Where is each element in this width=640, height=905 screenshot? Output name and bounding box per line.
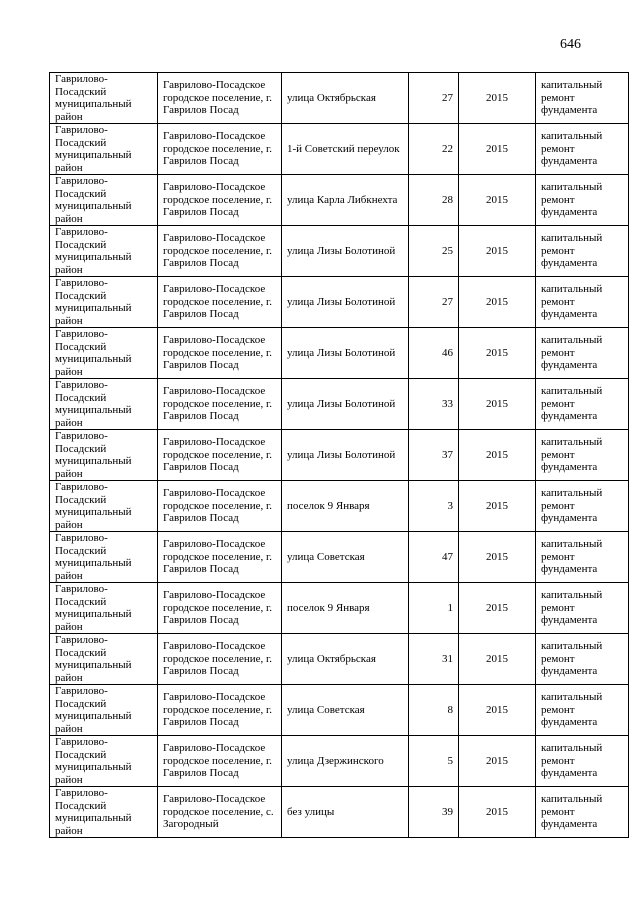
district-cell: Гаврилово-Посадский муниципальный район bbox=[50, 532, 158, 583]
street-cell: улица Лизы Болотиной bbox=[282, 328, 409, 379]
house-number-cell: 28 bbox=[409, 175, 459, 226]
work-type-cell: капитальный ремонт фундамента bbox=[536, 685, 629, 736]
year-cell: 2015 bbox=[459, 175, 536, 226]
year-cell: 2015 bbox=[459, 787, 536, 838]
house-number-cell: 46 bbox=[409, 328, 459, 379]
table-row bbox=[50, 787, 629, 838]
settlement-cell: Гаврилово-Посадское городское поселение, г. Гаврилов Посад bbox=[158, 379, 282, 430]
year-cell: 2015 bbox=[459, 379, 536, 430]
house-number-cell: 22 bbox=[409, 124, 459, 175]
district-cell: Гаврилово-Посадский муниципальный район bbox=[50, 685, 158, 736]
street-cell: улица Советская bbox=[282, 685, 409, 736]
settlement-cell: Гаврилово-Посадское городское поселение, с. Загородный bbox=[158, 787, 282, 838]
settlement-cell: Гаврилово-Посадское городское поселение, г. Гаврилов Посад bbox=[158, 685, 282, 736]
table-row bbox=[50, 73, 629, 124]
house-number-cell: 5 bbox=[409, 736, 459, 787]
district-cell: Гаврилово-Посадский муниципальный район bbox=[50, 430, 158, 481]
table-row bbox=[50, 328, 629, 379]
year-cell: 2015 bbox=[459, 685, 536, 736]
work-type-cell: капитальный ремонт фундамента bbox=[536, 226, 629, 277]
work-type-cell: капитальный ремонт фундамента bbox=[536, 379, 629, 430]
table-row bbox=[50, 379, 629, 430]
year-cell: 2015 bbox=[459, 73, 536, 124]
table-row bbox=[50, 634, 629, 685]
year-cell: 2015 bbox=[459, 277, 536, 328]
work-type-cell: капитальный ремонт фундамента bbox=[536, 430, 629, 481]
street-cell: улица Дзержинского bbox=[282, 736, 409, 787]
year-cell: 2015 bbox=[459, 583, 536, 634]
district-cell: Гаврилово-Посадский муниципальный район bbox=[50, 226, 158, 277]
work-type-cell: капитальный ремонт фундамента bbox=[536, 277, 629, 328]
street-cell: улица Октябрьская bbox=[282, 73, 409, 124]
district-cell: Гаврилово-Посадский муниципальный район bbox=[50, 277, 158, 328]
settlement-cell: Гаврилово-Посадское городское поселение, г. Гаврилов Посад bbox=[158, 736, 282, 787]
district-cell: Гаврилово-Посадский муниципальный район bbox=[50, 379, 158, 430]
street-cell: поселок 9 Января bbox=[282, 481, 409, 532]
house-number-cell: 37 bbox=[409, 430, 459, 481]
work-type-cell: капитальный ремонт фундамента bbox=[536, 481, 629, 532]
page-number: 646 bbox=[560, 37, 581, 52]
table-row bbox=[50, 736, 629, 787]
house-number-cell: 27 bbox=[409, 73, 459, 124]
district-cell: Гаврилово-Посадский муниципальный район bbox=[50, 175, 158, 226]
street-cell: улица Советская bbox=[282, 532, 409, 583]
year-cell: 2015 bbox=[459, 532, 536, 583]
settlement-cell: Гаврилово-Посадское городское поселение, г. Гаврилов Посад bbox=[158, 328, 282, 379]
house-number-cell: 3 bbox=[409, 481, 459, 532]
street-cell: поселок 9 Января bbox=[282, 583, 409, 634]
work-type-cell: капитальный ремонт фундамента bbox=[536, 736, 629, 787]
repair-schedule-table bbox=[49, 72, 629, 838]
district-cell: Гаврилово-Посадский муниципальный район bbox=[50, 736, 158, 787]
street-cell: улица Лизы Болотиной bbox=[282, 226, 409, 277]
year-cell: 2015 bbox=[459, 430, 536, 481]
year-cell: 2015 bbox=[459, 481, 536, 532]
street-cell: без улицы bbox=[282, 787, 409, 838]
table-row bbox=[50, 532, 629, 583]
work-type-cell: капитальный ремонт фундамента bbox=[536, 124, 629, 175]
street-cell: 1-й Советский переулок bbox=[282, 124, 409, 175]
district-cell: Гаврилово-Посадский муниципальный район bbox=[50, 124, 158, 175]
house-number-cell: 47 bbox=[409, 532, 459, 583]
year-cell: 2015 bbox=[459, 328, 536, 379]
street-cell: улица Октябрьская bbox=[282, 634, 409, 685]
table-row bbox=[50, 685, 629, 736]
table-row bbox=[50, 124, 629, 175]
house-number-cell: 33 bbox=[409, 379, 459, 430]
table-row bbox=[50, 277, 629, 328]
house-number-cell: 8 bbox=[409, 685, 459, 736]
settlement-cell: Гаврилово-Посадское городское поселение, г. Гаврилов Посад bbox=[158, 226, 282, 277]
work-type-cell: капитальный ремонт фундамента bbox=[536, 532, 629, 583]
year-cell: 2015 bbox=[459, 736, 536, 787]
district-cell: Гаврилово-Посадский муниципальный район bbox=[50, 73, 158, 124]
settlement-cell: Гаврилово-Посадское городское поселение, г. Гаврилов Посад bbox=[158, 124, 282, 175]
table-row bbox=[50, 226, 629, 277]
district-cell: Гаврилово-Посадский муниципальный район bbox=[50, 787, 158, 838]
table-row bbox=[50, 481, 629, 532]
street-cell: улица Лизы Болотиной bbox=[282, 379, 409, 430]
settlement-cell: Гаврилово-Посадское городское поселение, г. Гаврилов Посад bbox=[158, 175, 282, 226]
street-cell: улица Лизы Болотиной bbox=[282, 277, 409, 328]
work-type-cell: капитальный ремонт фундамента bbox=[536, 634, 629, 685]
table-body bbox=[50, 73, 629, 838]
house-number-cell: 39 bbox=[409, 787, 459, 838]
year-cell: 2015 bbox=[459, 634, 536, 685]
house-number-cell: 1 bbox=[409, 583, 459, 634]
house-number-cell: 27 bbox=[409, 277, 459, 328]
work-type-cell: капитальный ремонт фундамента bbox=[536, 328, 629, 379]
year-cell: 2015 bbox=[459, 226, 536, 277]
work-type-cell: капитальный ремонт фундамента bbox=[536, 175, 629, 226]
settlement-cell: Гаврилово-Посадское городское поселение, г. Гаврилов Посад bbox=[158, 634, 282, 685]
table-row bbox=[50, 430, 629, 481]
year-cell: 2015 bbox=[459, 124, 536, 175]
district-cell: Гаврилово-Посадский муниципальный район bbox=[50, 328, 158, 379]
house-number-cell: 31 bbox=[409, 634, 459, 685]
work-type-cell: капитальный ремонт фундамента bbox=[536, 73, 629, 124]
settlement-cell: Гаврилово-Посадское городское поселение, г. Гаврилов Посад bbox=[158, 481, 282, 532]
table-row bbox=[50, 175, 629, 226]
district-cell: Гаврилово-Посадский муниципальный район bbox=[50, 481, 158, 532]
street-cell: улица Лизы Болотиной bbox=[282, 430, 409, 481]
settlement-cell: Гаврилово-Посадское городское поселение, г. Гаврилов Посад bbox=[158, 532, 282, 583]
settlement-cell: Гаврилово-Посадское городское поселение, г. Гаврилов Посад bbox=[158, 583, 282, 634]
district-cell: Гаврилово-Посадский муниципальный район bbox=[50, 634, 158, 685]
settlement-cell: Гаврилово-Посадское городское поселение, г. Гаврилов Посад bbox=[158, 430, 282, 481]
district-cell: Гаврилово-Посадский муниципальный район bbox=[50, 583, 158, 634]
work-type-cell: капитальный ремонт фундамента bbox=[536, 787, 629, 838]
house-number-cell: 25 bbox=[409, 226, 459, 277]
settlement-cell: Гаврилово-Посадское городское поселение, г. Гаврилов Посад bbox=[158, 277, 282, 328]
street-cell: улица Карла Либкнехта bbox=[282, 175, 409, 226]
settlement-cell: Гаврилово-Посадское городское поселение, г. Гаврилов Посад bbox=[158, 73, 282, 124]
table-row bbox=[50, 583, 629, 634]
work-type-cell: капитальный ремонт фундамента bbox=[536, 583, 629, 634]
